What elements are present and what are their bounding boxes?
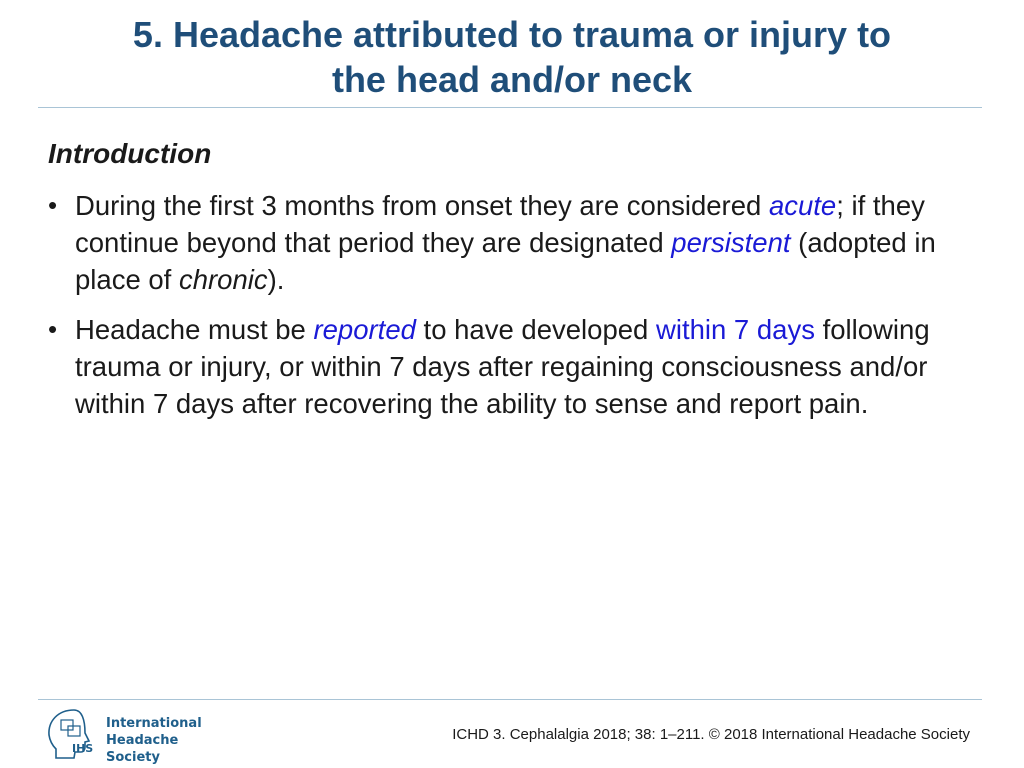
intro-heading: Introduction xyxy=(48,138,212,169)
footer-divider xyxy=(38,699,982,700)
bullet-1-text-d: ). xyxy=(267,264,285,295)
bullet-icon: • xyxy=(48,314,58,344)
term-within-7-days: within 7 days xyxy=(655,314,815,345)
bullet-item-2 xyxy=(48,311,983,422)
term-reported: reported xyxy=(313,314,416,345)
slide-title xyxy=(40,12,984,102)
logo-mark: IHS xyxy=(72,742,94,755)
slide-body xyxy=(48,135,983,435)
bullet-2-text-c: following trauma or injury, or within 7 days after regaining consciousness and/or within 7 days after recovering the ability to sense and report pain. xyxy=(75,314,930,419)
bullet-icon: • xyxy=(48,190,58,220)
term-acute: acute xyxy=(768,190,837,221)
ihs-logo xyxy=(44,708,234,765)
citation: ICHD 3. Cephalalgia 2018; 38: 1–211. © 2018 International Headache Society xyxy=(452,726,970,743)
bullet-1-text-c: (adopted in place of xyxy=(75,227,936,295)
bullet-1-text-b: ; if they continue beyond that period they are designated xyxy=(75,190,925,258)
term-chronic: chronic xyxy=(178,264,268,295)
bullet-list xyxy=(48,187,983,422)
title-line-2: the head and/or neck xyxy=(331,59,693,100)
title-divider xyxy=(38,107,982,108)
logo-line-2: Headache Society xyxy=(106,733,179,765)
bullet-1-text-a: During the first 3 months from onset they are considered xyxy=(75,190,769,221)
bullet-2-text-b: to have developed xyxy=(415,314,656,345)
bullet-2-text-a: Headache must be xyxy=(75,314,314,345)
logo-line-1: International xyxy=(106,716,202,731)
logo-wordmark xyxy=(106,715,234,766)
term-persistent: persistent xyxy=(671,227,791,258)
bullet-item-1 xyxy=(48,187,983,298)
head-profile-icon xyxy=(44,708,104,760)
title-line-1: 5. Headache attributed to trauma or injury to xyxy=(132,14,892,55)
